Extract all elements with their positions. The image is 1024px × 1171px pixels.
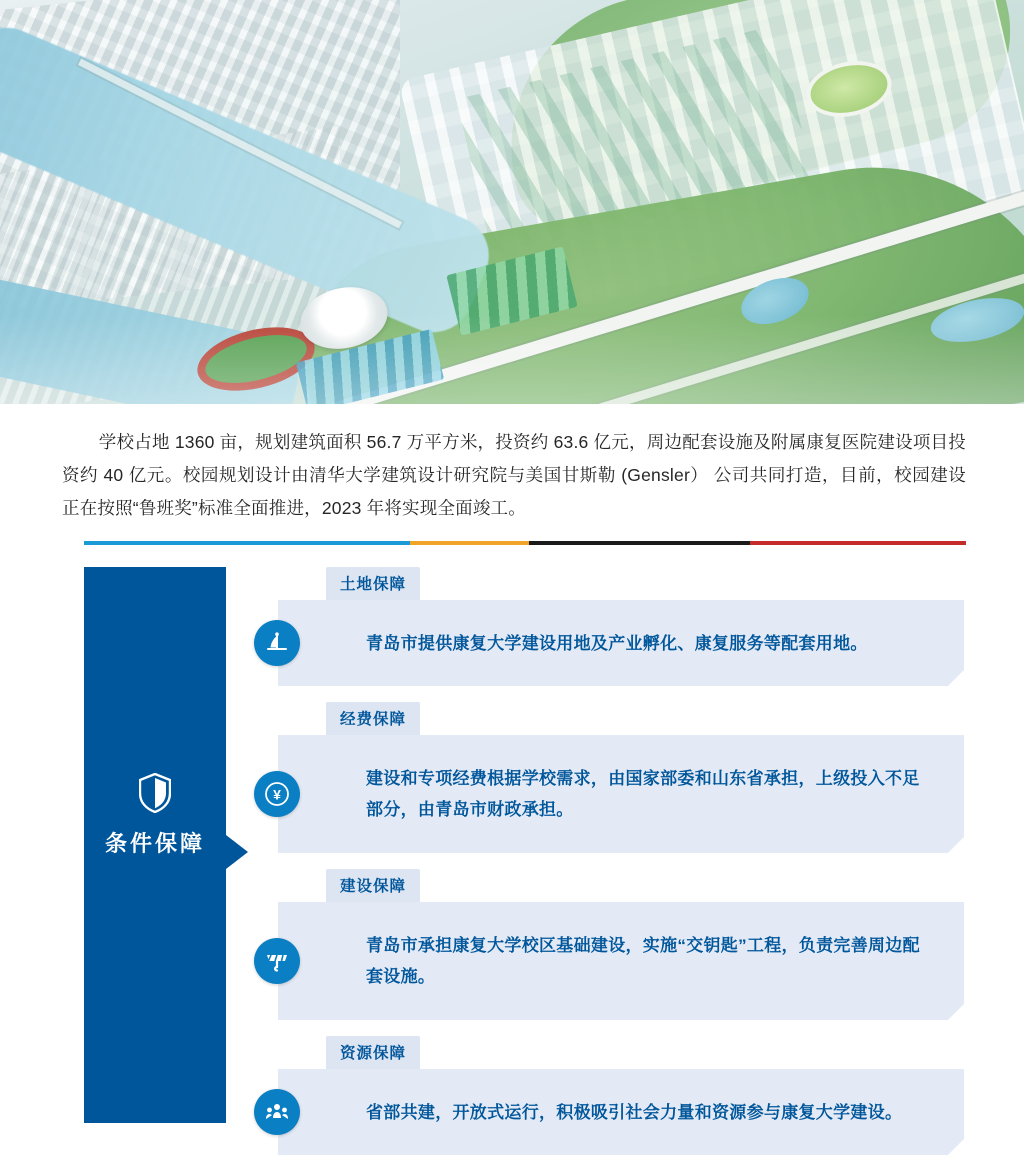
condition-tag: 建设保障 xyxy=(326,869,420,902)
conditions-pointer xyxy=(226,835,248,869)
condition-tag: 资源保障 xyxy=(326,1036,420,1069)
people-group-icon xyxy=(254,1089,300,1135)
list-item xyxy=(278,1036,964,1155)
conditions-list xyxy=(273,567,964,1171)
conditions-title: 条件保障 xyxy=(104,831,205,856)
condition-text: 省部共建，开放式运行，积极吸引社会力量和资源参与康复大学建设。 xyxy=(366,1102,903,1122)
shield-icon xyxy=(139,773,171,813)
svg-text:¥: ¥ xyxy=(273,786,281,803)
condition-body xyxy=(278,1069,964,1155)
construction-icon xyxy=(254,938,300,984)
conditions-section xyxy=(0,567,1024,1157)
list-item xyxy=(273,702,964,853)
condition-tag: 土地保障 xyxy=(326,567,420,600)
condition-tag: 经费保障 xyxy=(326,702,420,735)
intro-paragraph xyxy=(62,426,966,525)
condition-body xyxy=(278,902,964,1020)
condition-text: 建设和专项经费根据学校需求，由国家部委和山东省承担，上级投入不足部分，由青岛市财政承担。 xyxy=(366,769,920,819)
divider-segment-black xyxy=(529,541,750,545)
list-item xyxy=(278,869,964,1020)
divider-segment-orange xyxy=(410,541,529,545)
condition-body xyxy=(273,735,964,853)
list-item xyxy=(278,567,964,686)
divider-segment-blue xyxy=(84,541,410,545)
conditions-title-panel xyxy=(84,567,226,1123)
campus-aerial-rendering xyxy=(0,0,1024,404)
divider-segment-red xyxy=(750,541,966,545)
intro-text: 学校占地 1360 亩，规划建筑面积 56.7 万平方米，投资约 63.6 亿元，周边配套设施及附属康复医院建设项目投资约 40 亿元。校园规划设计由清华大学建筑设计研究院与美国甘斯勒 (Gensler） 公司共同打造，目前，校园建设正在按照“鲁班奖”标准全面推进，2023 年将实现全面竣工。 xyxy=(62,432,966,518)
condition-text: 青岛市提供康复大学建设用地及产业孵化、康复服务等配套用地。 xyxy=(366,633,868,653)
land-icon xyxy=(254,620,300,666)
yen-coin-icon xyxy=(254,771,300,817)
condition-text: 青岛市承担康复大学校区基础建设，实施“交钥匙”工程，负责完善周边配套设施。 xyxy=(366,936,920,986)
section-divider xyxy=(84,541,966,545)
condition-body xyxy=(278,600,964,686)
